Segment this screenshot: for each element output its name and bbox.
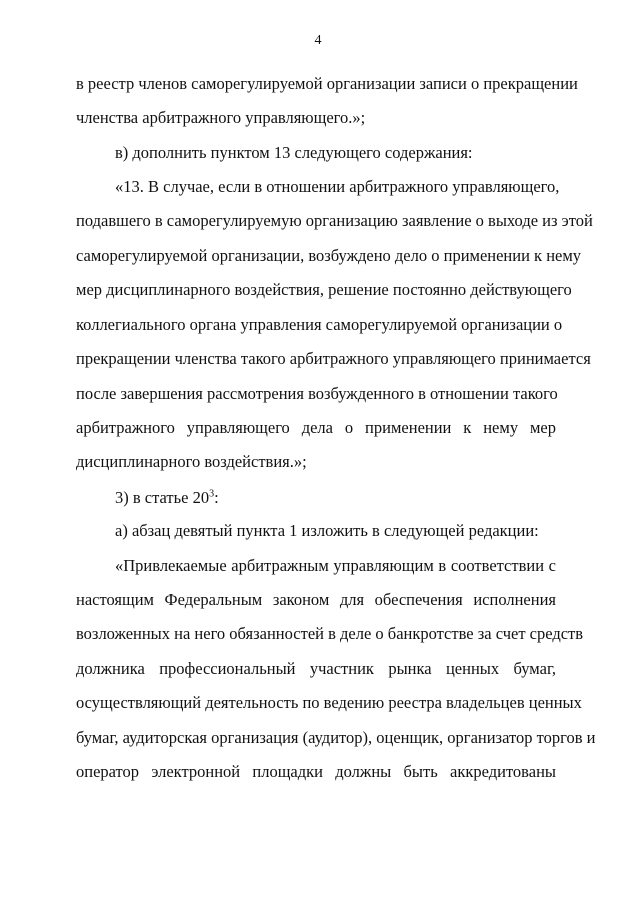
text-line: бумаг, аудиторская организация (аудитор), оценщик, организатор торгов и (76, 728, 596, 747)
text-line: «Привлекаемые арбитражным управляющим в соответствии с (115, 556, 556, 575)
article-superscript: 3 (209, 488, 215, 500)
text-line: арбитражного управляющего дела о применении к нему мер (76, 418, 556, 437)
text-line: возложенных на него обязанностей в деле о банкротстве за счет средств (76, 624, 584, 643)
text-line: коллегиального органа управления саморегулируемой организации о (76, 315, 563, 334)
text-line: членства арбитражного управляющего.»; (76, 108, 366, 127)
text-line: в реестр членов саморегулируемой организации записи о прекращении (76, 74, 578, 93)
article-colon: : (214, 488, 219, 507)
text-line: подавшего в саморегулируемую организацию заявление о выходе из этой (76, 211, 593, 230)
text-line: дисциплинарного воздействия.»; (76, 452, 307, 471)
text-line: должника профессиональный участник рынка ценных бумаг, (76, 659, 556, 678)
text-line: а) абзац девятый пункта 1 изложить в следующей редакции: (115, 521, 539, 540)
article-text: 3) в статье 20 (115, 488, 210, 507)
text-line: в) дополнить пунктом 13 следующего содержания: (115, 143, 473, 162)
text-line: саморегулируемой организации, возбуждено дело о применении к нему (76, 246, 582, 265)
text-line: мер дисциплинарного воздействия, решение постоянно действующего (76, 280, 572, 299)
article-line (115, 488, 556, 508)
text-line: прекращении членства такого арбитражного управляющего принимается (76, 349, 591, 368)
text-line: настоящим Федеральным законом для обеспечения исполнения (76, 590, 556, 609)
page-number: 4 (314, 33, 322, 48)
text-line: оператор электронной площадки должны быть аккредитованы (76, 762, 556, 781)
text-line: «13. В случае, если в отношении арбитражного управляющего, (115, 177, 560, 196)
text-line: после завершения рассмотрения возбужденного в отношении такого (76, 384, 558, 403)
text-line: осуществляющий деятельность по ведению реестра владельцев ценных (76, 693, 582, 712)
